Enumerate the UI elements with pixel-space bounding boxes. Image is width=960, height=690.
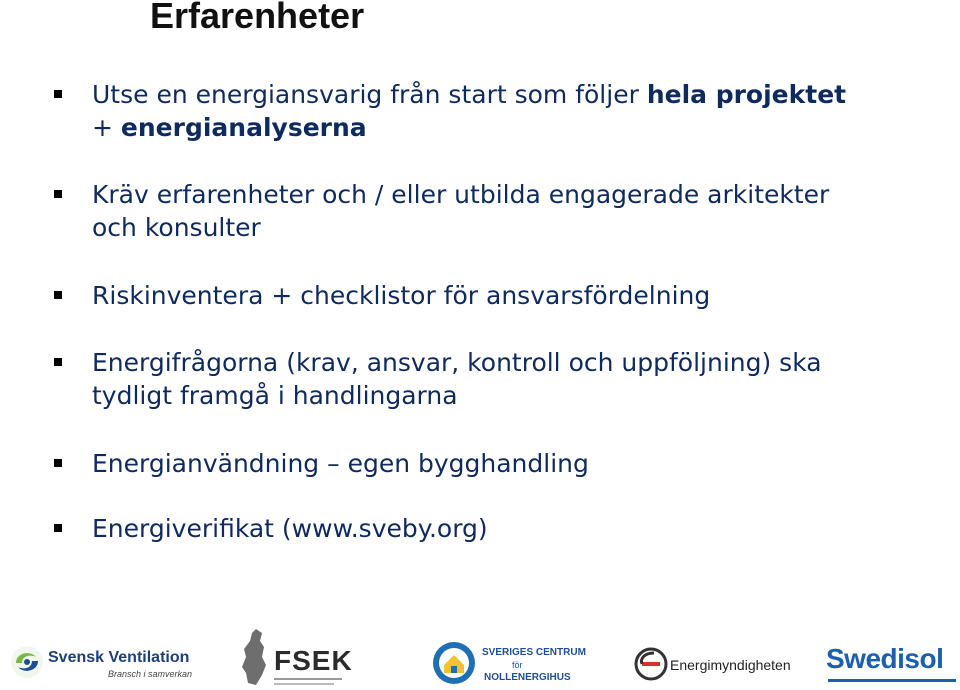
fsek-logo bbox=[236, 625, 353, 690]
partner-logos bbox=[0, 625, 960, 690]
bullet-square-icon bbox=[54, 358, 62, 366]
bullet-text: + bbox=[92, 113, 121, 142]
svensk-ventilation-tagline: Bransch i samverkan bbox=[108, 669, 193, 679]
svensk-ventilation-logo bbox=[10, 625, 193, 690]
energimyndigheten-name: Energimyndigheten bbox=[670, 657, 791, 673]
svensk-ventilation-name: Svensk Ventilation bbox=[48, 649, 190, 666]
energy-e-icon bbox=[634, 647, 668, 681]
bullet-text: Energifrågorna (krav, ansvar, kontroll och uppföljning) ska bbox=[92, 348, 822, 377]
sweden-map-icon bbox=[236, 627, 272, 687]
bullet-text: och konsulter bbox=[92, 213, 261, 242]
fsek-subtitle-line bbox=[274, 678, 342, 680]
fsek-subtitle-line bbox=[274, 683, 334, 685]
bullet-item bbox=[54, 447, 934, 480]
slide-title: Erfarenheter bbox=[150, 0, 365, 36]
bullet-square-icon bbox=[54, 291, 62, 299]
bullet-text: Riskinventera + checklistor för ansvarsfördelning bbox=[92, 281, 711, 310]
bullet-text: tydligt framgå i handlingarna bbox=[92, 381, 458, 410]
bullet-bold-text: hela projektet bbox=[646, 80, 847, 109]
swirl-icon bbox=[10, 645, 44, 679]
swedisol-logo bbox=[826, 625, 960, 690]
bullet-bold-text: energianalyserna bbox=[120, 113, 367, 142]
bullet-text: Energianvändning – egen bygghandling bbox=[92, 449, 589, 478]
bullet-item bbox=[54, 512, 934, 545]
bullet-item bbox=[54, 78, 934, 144]
bullet-square-icon bbox=[54, 190, 62, 198]
bullet-item bbox=[54, 279, 934, 312]
energimyndigheten-logo bbox=[634, 625, 791, 690]
bullet-text: Kräv erfarenheter och / eller utbilda engagerade arkitekter bbox=[92, 180, 830, 209]
bullet-item bbox=[54, 346, 934, 412]
sveriges-centrum-line3: NOLLENERGIHUS bbox=[484, 672, 571, 683]
sveriges-centrum-line1: SVERIGES CENTRUM bbox=[482, 647, 586, 658]
house-circle-icon bbox=[432, 641, 476, 685]
bullet-text: Energiverifikat (www.sveby.org) bbox=[92, 514, 488, 543]
fsek-name: FSEK bbox=[274, 645, 353, 676]
swedisol-name: Swedisol bbox=[826, 643, 944, 674]
sveriges-centrum-line2: för bbox=[512, 660, 523, 670]
bullet-text: Utse en energiansvarig från start som följer bbox=[92, 80, 647, 109]
bullet-item bbox=[54, 178, 934, 244]
bullet-square-icon bbox=[54, 90, 62, 98]
swedisol-underline bbox=[828, 679, 956, 682]
sveriges-centrum-logo bbox=[432, 625, 586, 690]
bullet-square-icon bbox=[54, 459, 62, 467]
bullet-square-icon bbox=[54, 524, 62, 532]
